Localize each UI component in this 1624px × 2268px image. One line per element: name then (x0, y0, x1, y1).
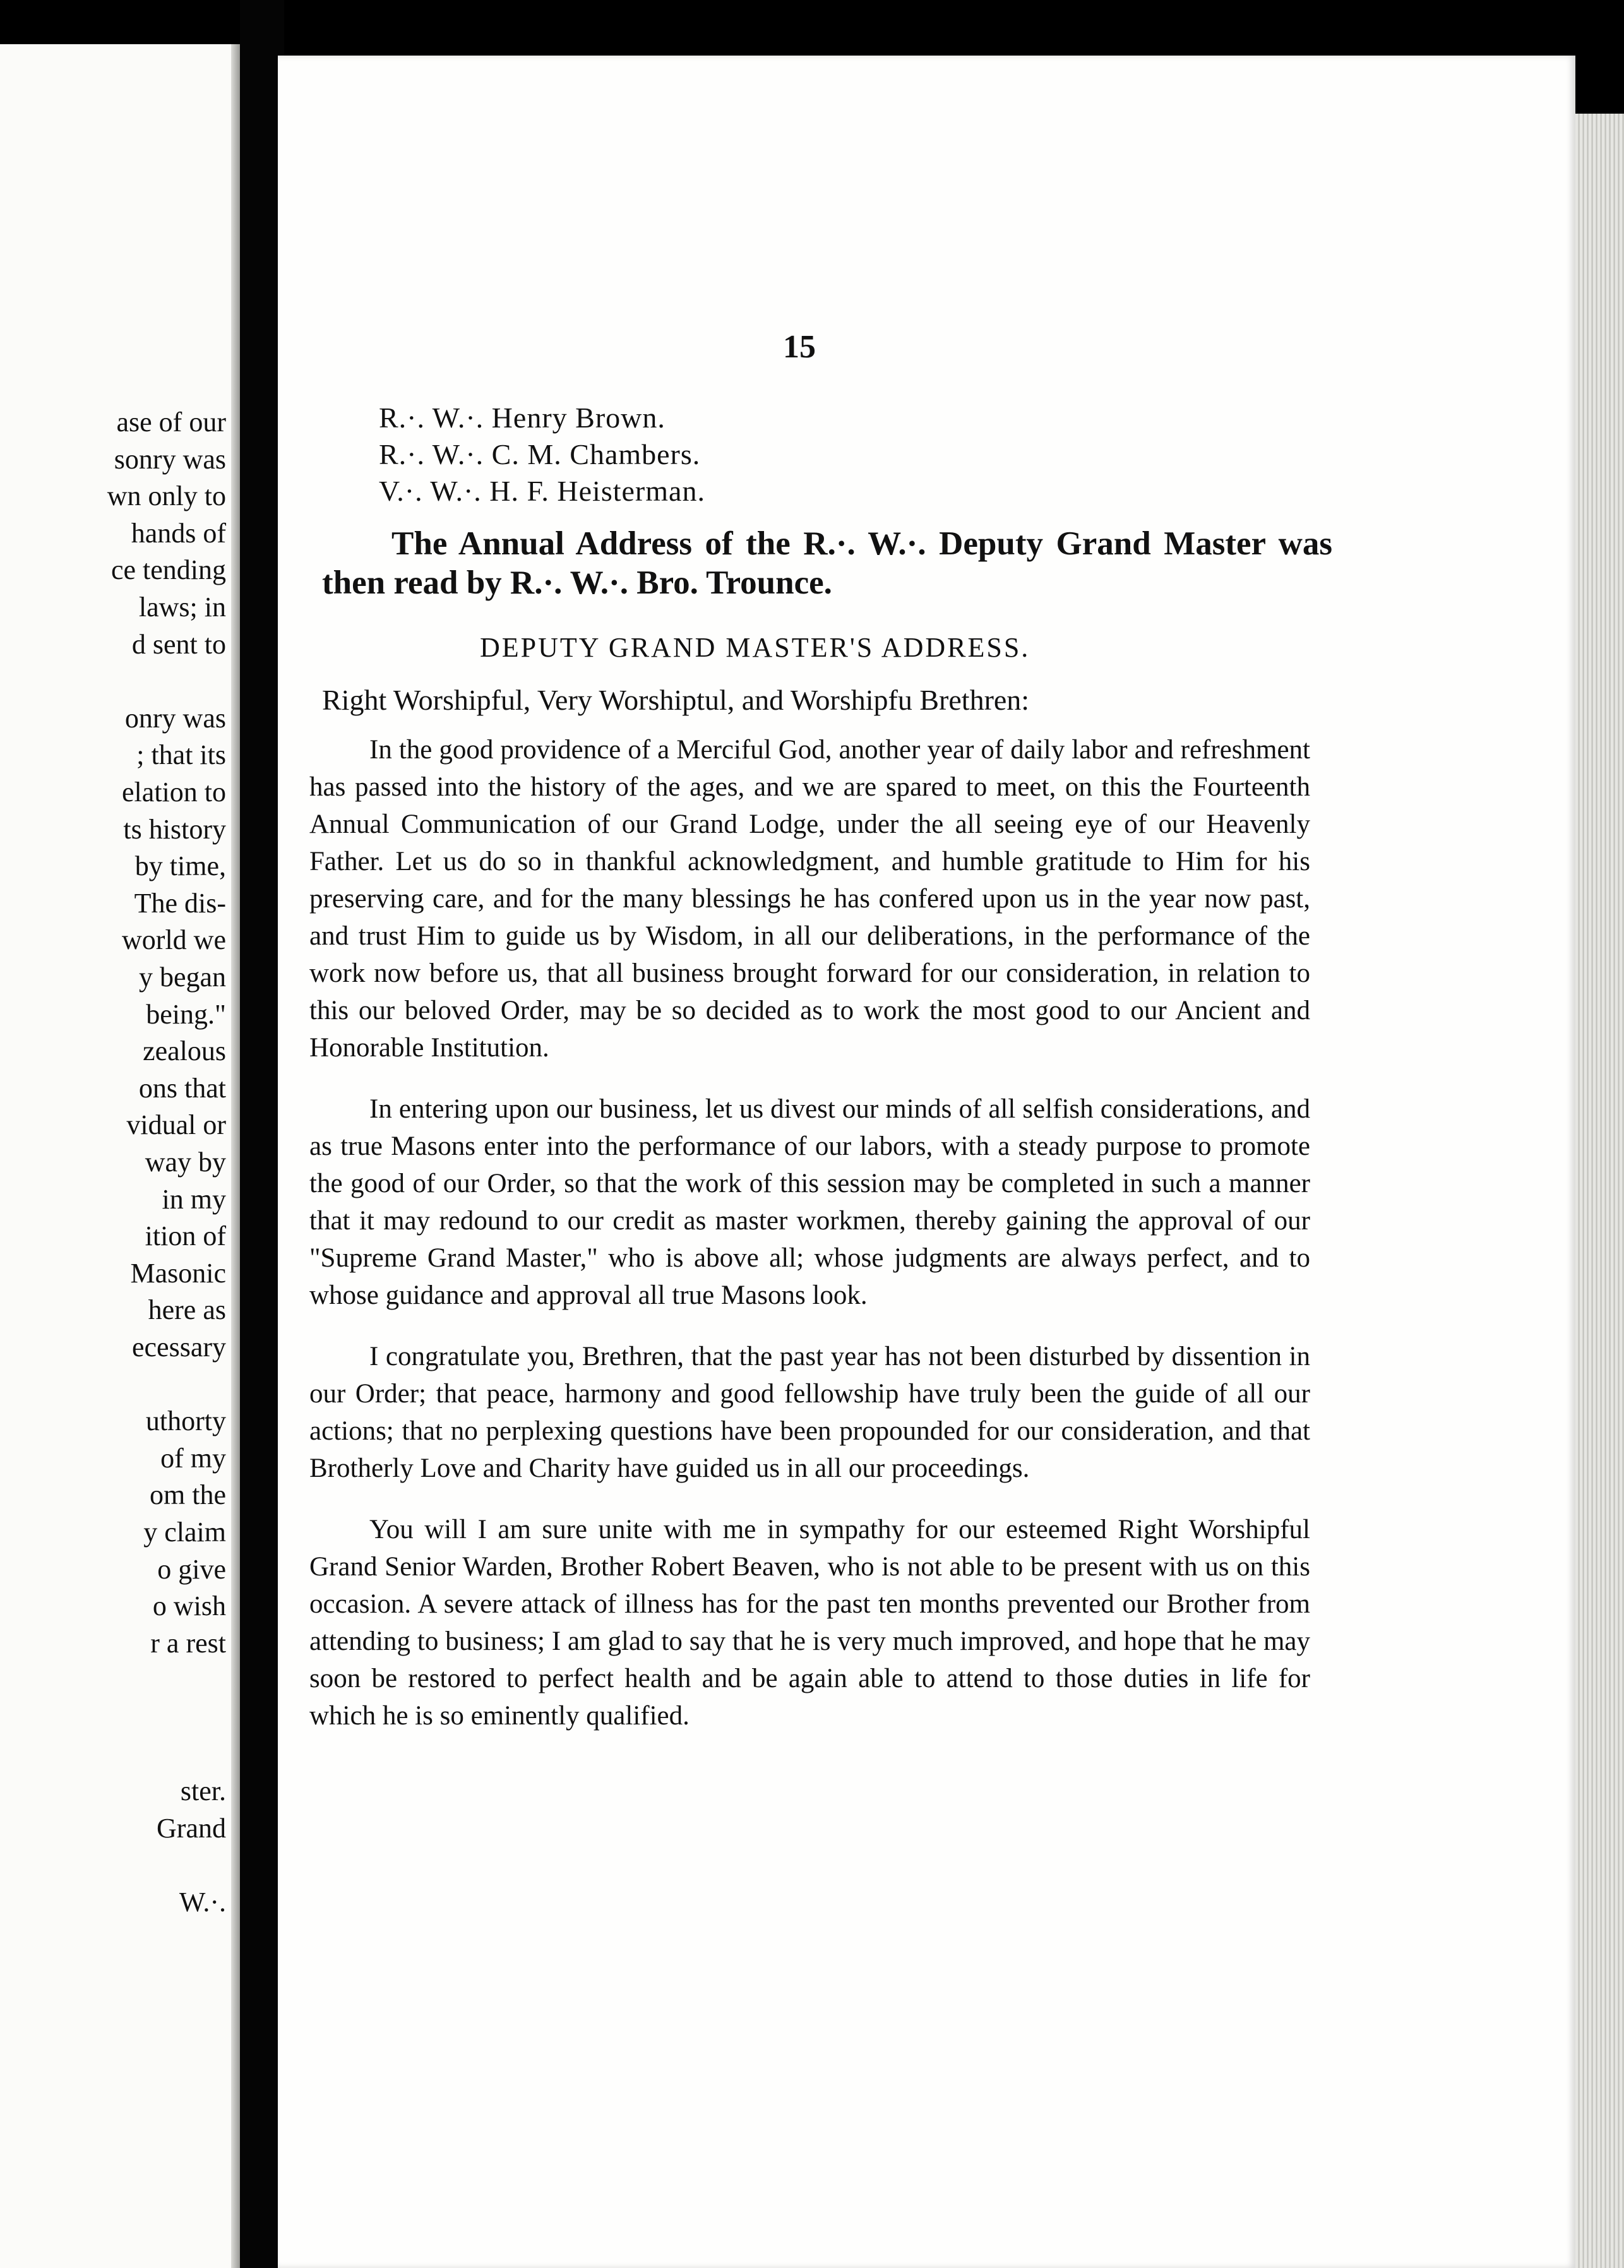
previous-page-line: zealous (143, 1036, 226, 1067)
previous-page-line: ts history (123, 813, 226, 845)
intro-paragraph: The Annual Address of the R.·. W.·. Deputy Grand Master was then read by R.·. W.·. Bro. Trounce. (322, 525, 1332, 601)
page-edges (1575, 114, 1624, 2268)
previous-page-line: being." (146, 998, 226, 1030)
page-number: 15 (783, 329, 816, 365)
previous-page-line: ster. (180, 1776, 226, 1807)
previous-page-line: elation to (122, 777, 226, 808)
previous-page-line: sonry was (114, 443, 226, 475)
previous-page-line: ; that its (136, 739, 226, 771)
previous-page-line: o wish (152, 1591, 226, 1622)
officer-line: R.·. W.·. C. M. Chambers. (379, 438, 701, 470)
previous-page-line: ase of our (116, 407, 226, 438)
previous-page-line: here as (148, 1294, 226, 1326)
previous-page-line: of my (160, 1442, 226, 1474)
previous-page-line: hands of (131, 517, 226, 549)
previous-page-line: laws; in (138, 592, 226, 623)
previous-page-line: y claim (143, 1517, 226, 1548)
previous-page-line: wn only to (107, 480, 226, 512)
previous-page-line: r a rest (150, 1627, 226, 1659)
previous-page-line: Grand (157, 1812, 226, 1844)
body-paragraph: In the good providence of a Merciful God, another year of daily labor and refreshment has passed into the history of the ages, and we are spared to meet, on this the Fourteenth Annual Communication of our Grand Lodge, under the all seeing eye of our Heavenly Father. Let us do so in thankful acknowledgment, and humble gratitude to Him for his preserving care, and for the many blessings he has confered upon us in the year now past, and trust Him to guide us by Wisdom, in all our deliberations, in the performance of the work now before us, that all business brought forward for our consideration, in relation to this our beloved Order, may be so decided as to work the most good to our Ancient and Honorable Institution. (309, 735, 1310, 1063)
address-body (309, 731, 1310, 1758)
previous-page-line: y began (138, 962, 226, 993)
previous-page-line: ecessary (131, 1332, 226, 1363)
previous-page-line: o give (157, 1553, 226, 1585)
officer-list (379, 400, 705, 510)
previous-page-line: by time, (134, 850, 226, 882)
previous-page-line: uthorty (145, 1406, 226, 1437)
officer-line: V.·. W.·. H. F. Heisterman. (379, 475, 705, 507)
previous-page-line: world we (122, 924, 226, 956)
previous-page-line: W.·. (179, 1887, 226, 1918)
previous-page-line: d sent to (131, 628, 226, 660)
previous-page-line: ce tending (110, 554, 226, 586)
previous-page-line: vidual or (126, 1109, 226, 1141)
previous-page-line: The dis- (134, 887, 226, 919)
officer-line: R.·. W.·. Henry Brown. (379, 402, 666, 434)
previous-page-line: in my (162, 1183, 226, 1215)
body-paragraph: I congratulate you, Brethren, that the past year has not been disturbed by dissention in our Order; that peace, harmony and good fellowship have truly been the guide of all our actions; that no perplexing questions have been propounded for our consideration, and that Brotherly Love and Charity have guided us in all our proceedings. (309, 1342, 1310, 1483)
salutation: Right Worshipful, Very Worshiptul, and Worshipfu Brethren: (322, 684, 1030, 716)
previous-page-line: om the (150, 1479, 226, 1511)
previous-page-line: way by (145, 1147, 226, 1178)
previous-page (0, 44, 240, 2268)
body-paragraph: You will I am sure unite with me in sympathy for our esteemed Right Worshipful Grand Senior Warden, Brother Robert Beaven, who is not able to be present with us on this occasion. A severe attack of illness has for the past ten months prevented our Brother from attending to business; I am glad to say that he is very much improved, and hope that he may soon be restored to perfect health and be again able to attend to those duties in life for which he is so eminently qualified. (309, 1515, 1310, 1731)
body-paragraph: In entering upon our business, let us divest our minds of all selfish considerations, and as true Masons enter into the performance of our labors, with a steady purpose to promote the good of our Order, so that the work of this session may be completed in such a manner that it may redound to our credit as master workmen, thereby gaining the approval of our "Supreme Grand Master," who is above all; whose judgments are always perfect, and to whose guidance and approval all true Masons look. (309, 1094, 1310, 1310)
previous-page-line: onry was (124, 702, 226, 734)
previous-page-line: ons that (138, 1072, 226, 1104)
previous-page-line: ition of (145, 1221, 226, 1252)
previous-page-line: Masonic (130, 1257, 226, 1289)
page-gutter (231, 44, 240, 2268)
section-heading: DEPUTY GRAND MASTER'S ADDRESS. (480, 632, 1030, 663)
